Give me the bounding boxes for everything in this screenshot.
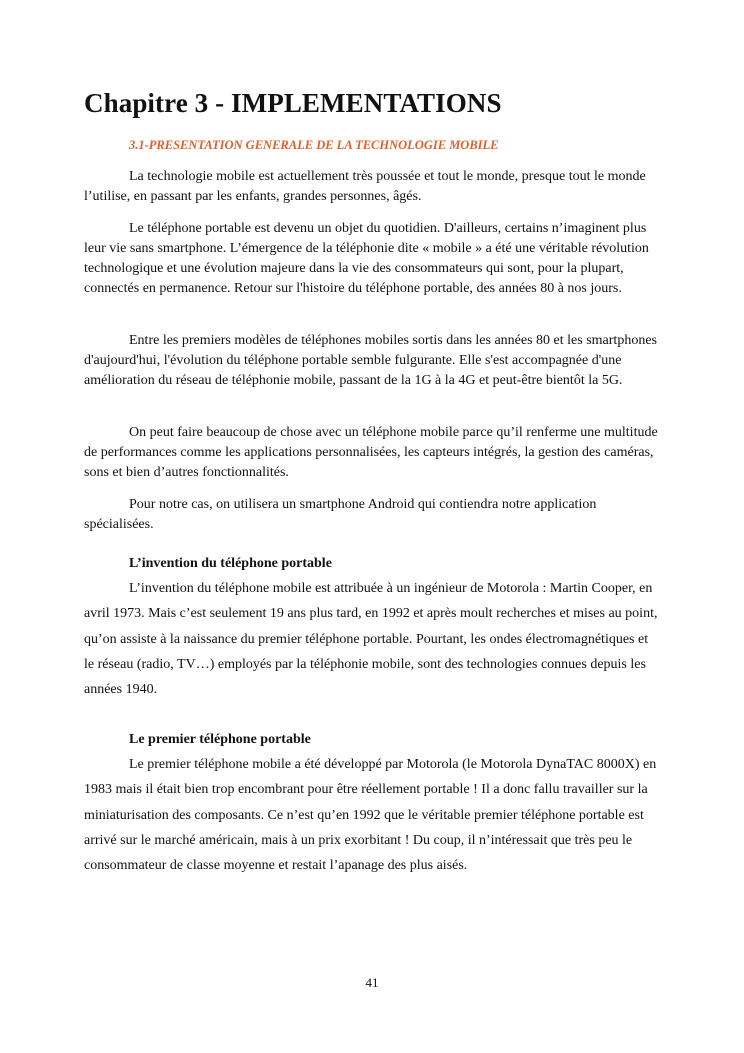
- paragraph: On peut faire beaucoup de chose avec un téléphone mobile parce qu’il renferme une multitude de performances comme les applications personnalisées, les capteurs intégrés, la gestion des caméras, sons et bien d’autres fonctionnalités.: [84, 425, 658, 480]
- premier-paragraph: Le premier téléphone mobile a été développé par Motorola (le Motorola DynaTAC 8000X) en 1983 mais il était bien trop encombrant pour être réellement portable ! Il a donc fallu travailler sur la miniaturisation des composants. Ce n’est qu’en 1992 que le véritable premier téléphone portable est arrivé sur le marché américain, mais à un prix exorbitant ! Du coup, il n’intéressait que très peu le consommateur de classe moyenne et restait l’apanage des plus aisés.: [84, 757, 657, 874]
- paragraph: Entre les premiers modèles de téléphones mobiles sortis dans les années 80 et les smartphones d'aujourd'hui, l'évolution du téléphone portable semble fulgurante. Elle s'est accompagnée d'une amélioration du réseau de téléphonie mobile, passant de la 1G à la 4G et peut-être bientôt la 5G.: [84, 333, 657, 388]
- section-title: 3.1-PRESENTATION GENERALE DE LA TECHNOLOGIE MOBILE: [129, 138, 499, 152]
- invention-paragraph: L’invention du téléphone mobile est attribuée à un ingénieur de Motorola : Martin Cooper, en avril 1973. Mais c’est seulement 19 ans plus tard, en 1992 et après moult recherches et mises au point, qu’on assiste à la naissance du premier téléphone portable. Pourtant, les ondes électromagnétiques et le réseau (radio, TV…) employés par la téléphonie mobile, sont des technologies connues depuis les années 1940.: [84, 581, 658, 698]
- page-number: 41: [365, 975, 379, 990]
- paragraph: Le téléphone portable est devenu un objet du quotidien. D'ailleurs, certains n’imaginent plus leur vie sans smartphone. L’émergence de la téléphonie dite « mobile » a été une véritable révolution technologique et une évolution majeure dans la vie des consommateurs qui sont, pour la plupart, connectés en permanence. Retour sur l'histoire du téléphone portable, des années 80 à nos jours.: [84, 221, 649, 296]
- invention-heading: L’invention du téléphone portable: [129, 556, 332, 571]
- premier-heading: Le premier téléphone portable: [129, 732, 311, 747]
- paragraph: La technologie mobile est actuellement très poussée et tout le monde, presque tout le monde l’utilise, en passant par les enfants, grandes personnes, âgés.: [84, 169, 646, 204]
- chapter-title: Chapitre 3 - IMPLEMENTATIONS: [84, 88, 502, 118]
- paragraph: Pour notre cas, on utilisera un smartphone Android qui contiendra notre application spécialisées.: [84, 497, 597, 532]
